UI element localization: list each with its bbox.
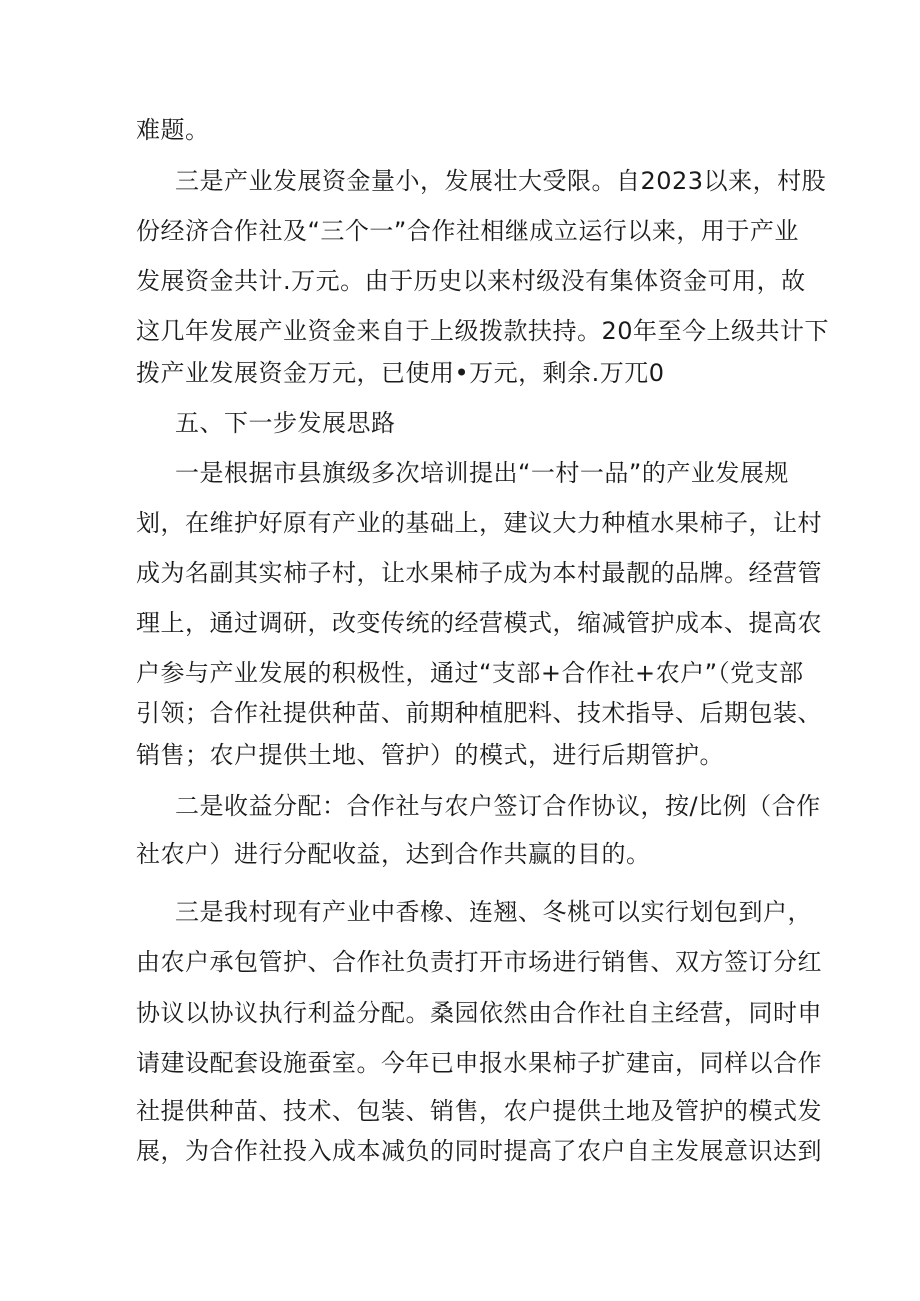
paragraph-start-line: 三是产业发展资金量小，发展壮大受限。自2023以来，村股	[175, 167, 827, 195]
text-line: 这几年发展产业资金来自于上级拨款扶持。20年至今上级共计下	[136, 317, 830, 345]
paragraph-start-line: 二是收益分配：合作社与农户签订合作协议，按/比例（合作	[175, 792, 821, 820]
text-line: 请建设配套设施蚕室。今年已申报水果柿子扩建亩，同样以合作	[136, 1049, 822, 1077]
text-line: 社提供种苗、技术、包装、销售，农户提供土地及管护的模式发	[136, 1097, 822, 1125]
text-line: 由农户承包管护、合作社负责打开市场进行销售、双方签订分红	[136, 948, 822, 976]
paragraph-start-line: 一是根据市县旗级多次培训提出“一村一品”的产业发展规	[175, 459, 789, 487]
text-line: 份经济合作社及“三个一”合作社相继成立运行以来，用于产业	[136, 217, 799, 245]
text-line: 户参与产业发展的积极性，通过“支部+合作社+农户”（党支部	[136, 659, 804, 687]
text-line: 划，在维护好原有产业的基础上，建议大力种植水果柿子，让村	[136, 509, 822, 537]
text-line: 协议以协议执行利益分配。桑园依然由合作社自主经营，同时申	[136, 999, 822, 1027]
text-line: 展，为合作社投入成本减负的同时提高了农户自主发展意识达到	[136, 1137, 822, 1165]
section-heading: 五、下一步发展思路	[175, 409, 396, 437]
paragraph-start-line: 三是我村现有产业中香橡、连翘、冬桃可以实行划包到户，	[175, 898, 812, 926]
text-line: 销售；农户提供土地、管护）的模式，进行后期管护。	[136, 741, 724, 769]
text-line: 发展资金共计.万元。由于历史以来村级没有集体资金可用，故	[136, 267, 806, 295]
text-line: 理上，通过调研，改变传统的经营模式，缩减管护成本、提高农	[136, 609, 822, 637]
text-line: 拨产业发展资金万元，已使用•万元，剩余.万兀0	[136, 359, 665, 387]
text-line: 社农户）进行分配收益，达到合作共赢的目的。	[136, 840, 651, 868]
text-line: 引领；合作社提供种苗、前期种植肥料、技术指导、后期包装、	[136, 699, 822, 727]
text-line: 成为名副其实柿子村，让水果柿子成为本村最靓的品牌。经营管	[136, 559, 822, 587]
text-line: 难题。	[136, 116, 210, 144]
